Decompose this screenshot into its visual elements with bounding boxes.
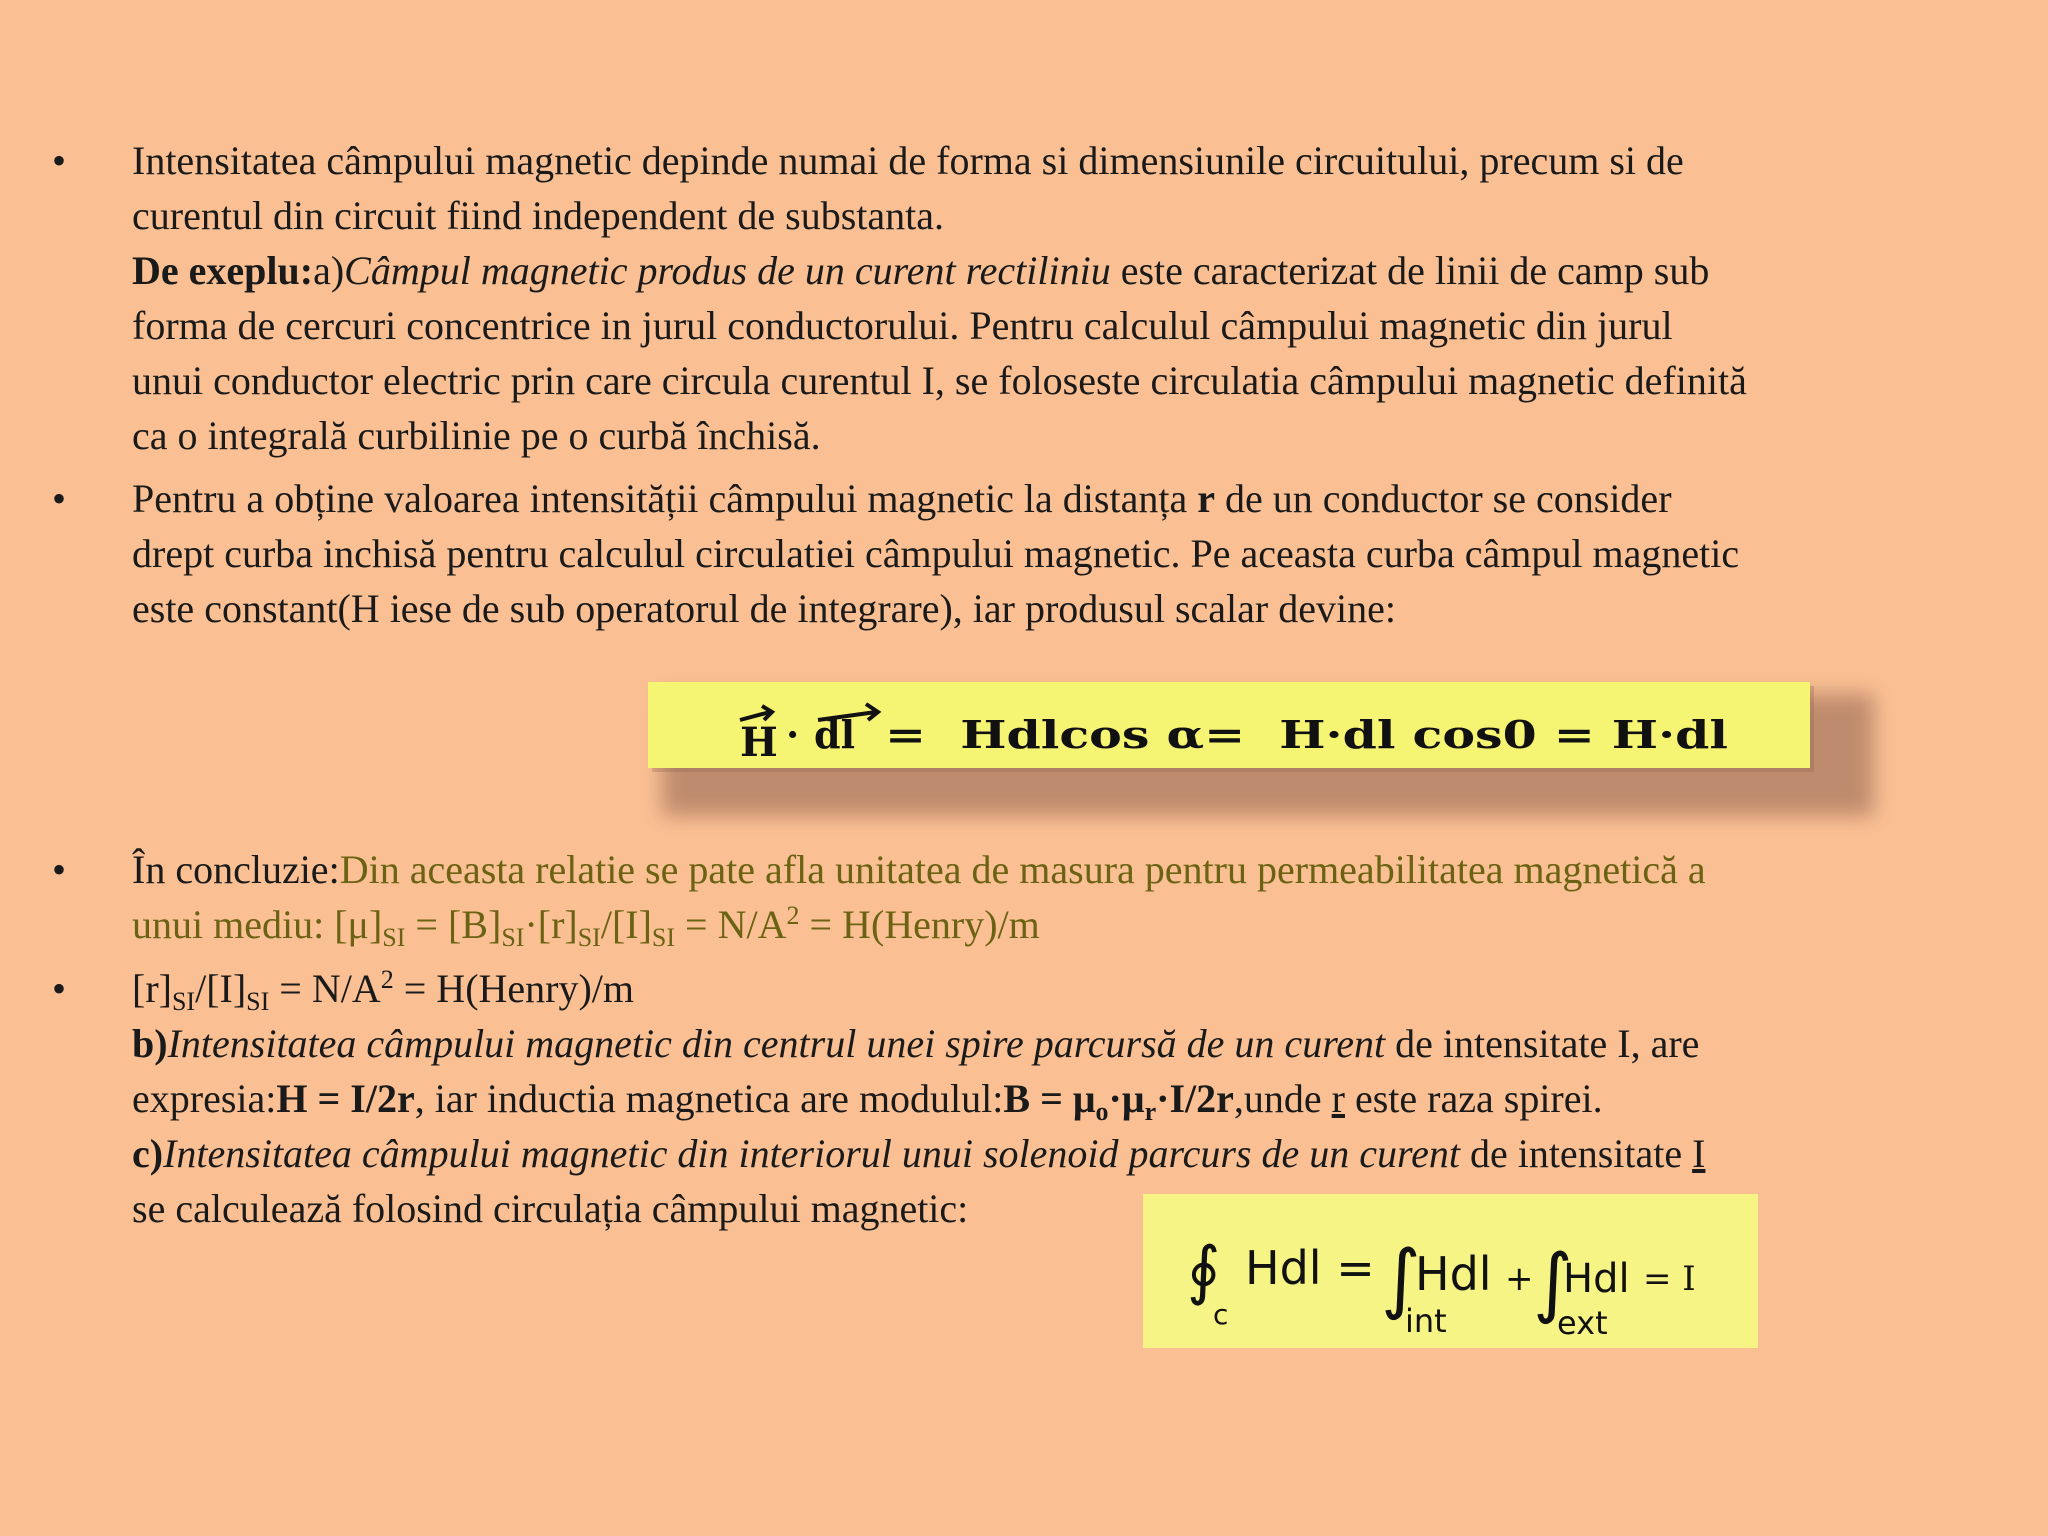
text-line: este constant(H iese de sub operatorul de integrare), iar produsul scalar devine: (132, 586, 1396, 631)
text-line: curentul din circuit fiind independent de substanta. (132, 193, 944, 238)
text-fragment: de un conductor se consider (1214, 476, 1672, 521)
subscript: SI (382, 923, 406, 952)
text-line: se calculează folosind circulația câmpului magnetic: (132, 1186, 969, 1231)
text-fragment: de intensitate I, are (1385, 1021, 1700, 1066)
text-line: Intensitatea câmpului magnetic depinde numai de forma si dimensiunile circuitului, precum si de (132, 138, 1684, 183)
vector-H: H (740, 719, 778, 766)
text-line: forma de cercuri concentrice in jurul conductorului. Pentru calculul câmpului magnetic din jurul (132, 303, 1673, 348)
vector-dl: dl (814, 712, 856, 757)
superscript: 2 (786, 901, 800, 930)
text-line: ca o integrală curbilinie pe o curbă închisă. (132, 413, 821, 458)
text-line: drept curba inchisă pentru calculul circulatiei câmpului magnetic. Pe aceasta curba câmpul magnetic (132, 531, 1740, 576)
text-fragment: Pentru a obține valoarea intensității câmpului magnetic la distanța (132, 476, 1198, 521)
contour-integral-symbol: ∮ (1187, 1234, 1221, 1308)
bullet-text-2 (132, 471, 2012, 636)
text-fragment: B = μ (1003, 1076, 1096, 1121)
item-c-label: c) (132, 1131, 164, 1176)
formula-B (1003, 1076, 1234, 1126)
item-b-label: b) (132, 1021, 168, 1066)
item-a-label: a) (313, 248, 345, 293)
bullet-dot: • (52, 138, 67, 183)
subscript-int: int (1405, 1302, 1447, 1340)
subscript: SI (246, 987, 270, 1016)
text-fragment: unui mediu: [μ] (132, 902, 383, 947)
integral-symbol-int: ∫ (1381, 1233, 1421, 1322)
dot-symbol: · (786, 712, 800, 757)
formula-svg (1143, 1194, 1758, 1348)
text-fragment: ·μ (1108, 1076, 1145, 1121)
text-fragment: ·[r] (524, 902, 578, 947)
variable-r: r (1331, 1076, 1345, 1121)
example-b-title: Intensitatea câmpului magnetic din centrul unei spire parcursă de un curent (167, 1021, 1386, 1066)
subscript: o (1095, 1097, 1109, 1126)
text-fragment: de intensitate (1459, 1131, 1693, 1176)
conclusion-text: Din aceasta relatie se pate afla unitatea de masura pentru permeabilitatea magnetică a (339, 847, 1706, 892)
formula-expression: = Hdlcos α= H·dl cos0 = H·dl (868, 712, 1728, 757)
subscript-ext: ext (1557, 1304, 1608, 1342)
formula-svg (648, 682, 1810, 768)
superscript: 2 (380, 965, 394, 994)
formula-rhs: = I (1643, 1259, 1696, 1299)
formula-lhs: Hdl = (1245, 1241, 1375, 1295)
text-fragment: ,unde (1233, 1076, 1332, 1121)
example-label: De exeplu: (132, 248, 314, 293)
text-fragment: ·I/2r (1156, 1076, 1234, 1121)
text-fragment: este raza spirei. (1344, 1076, 1603, 1121)
text-fragment: = H(Henry)/m (393, 966, 635, 1011)
subscript: r (1144, 1097, 1157, 1126)
text-line (132, 842, 2012, 897)
text-line (132, 471, 2012, 526)
text-fragment: , iar inductia magnetica are modulul: (414, 1076, 1004, 1121)
circulation-formula (1143, 1194, 1758, 1348)
bullet-text-3 (132, 842, 2012, 952)
text-fragment: = H(Henry)/m (799, 902, 1040, 947)
text-fragment: este caracterizat de linii de camp sub (1110, 248, 1710, 293)
formula-term-int: Hdl (1415, 1247, 1492, 1301)
text-fragment: = [B] (405, 902, 502, 947)
text-line (132, 1016, 2012, 1071)
subscript: SI (501, 923, 525, 952)
text-fragment: expresia: (132, 1076, 277, 1121)
subscript-c: c (1213, 1298, 1229, 1331)
plus-sign: + (1505, 1259, 1534, 1299)
text-line (132, 1071, 2012, 1126)
subscript: SI (171, 987, 196, 1016)
text-line: unui conductor electric prin care circula curentul I, se foloseste circulatia câmpului magnetic definită (132, 358, 1747, 403)
variable-I: I (1692, 1131, 1706, 1176)
bullet-dot: • (52, 966, 67, 1011)
dot-product-formula (648, 682, 1810, 768)
bullet-dot: • (52, 847, 67, 892)
subscript: SI (651, 923, 676, 952)
formula-term-ext: Hdl (1563, 1256, 1630, 1302)
integral-symbol-ext: ∫ (1533, 1237, 1573, 1326)
bullet-dot: • (52, 476, 67, 521)
bullet-text-1 (132, 133, 2012, 463)
text-fragment: = N/A (675, 902, 787, 947)
example-c-title: Intensitatea câmpului magnetic din interiorul unui solenoid parcurs de un curent (163, 1131, 1460, 1176)
vector-arrows (740, 704, 878, 720)
formula-H: H = I/2r (276, 1076, 415, 1121)
unit-formula-line (132, 961, 2012, 1016)
conclusion-label: În concluzie: (132, 847, 340, 892)
text-line (132, 243, 2012, 298)
unit-formula-line (132, 897, 2012, 952)
text-fragment: /[I] (195, 966, 247, 1011)
variable-r: r (1197, 476, 1215, 521)
text-line (132, 1126, 2012, 1181)
subscript: SI (577, 923, 601, 952)
text-fragment: = N/A (269, 966, 381, 1011)
example-a-title: Câmpul magnetic produs de un curent rectiliniu (344, 248, 1111, 293)
text-fragment: /[I] (600, 902, 652, 947)
text-fragment: [r] (132, 966, 172, 1011)
